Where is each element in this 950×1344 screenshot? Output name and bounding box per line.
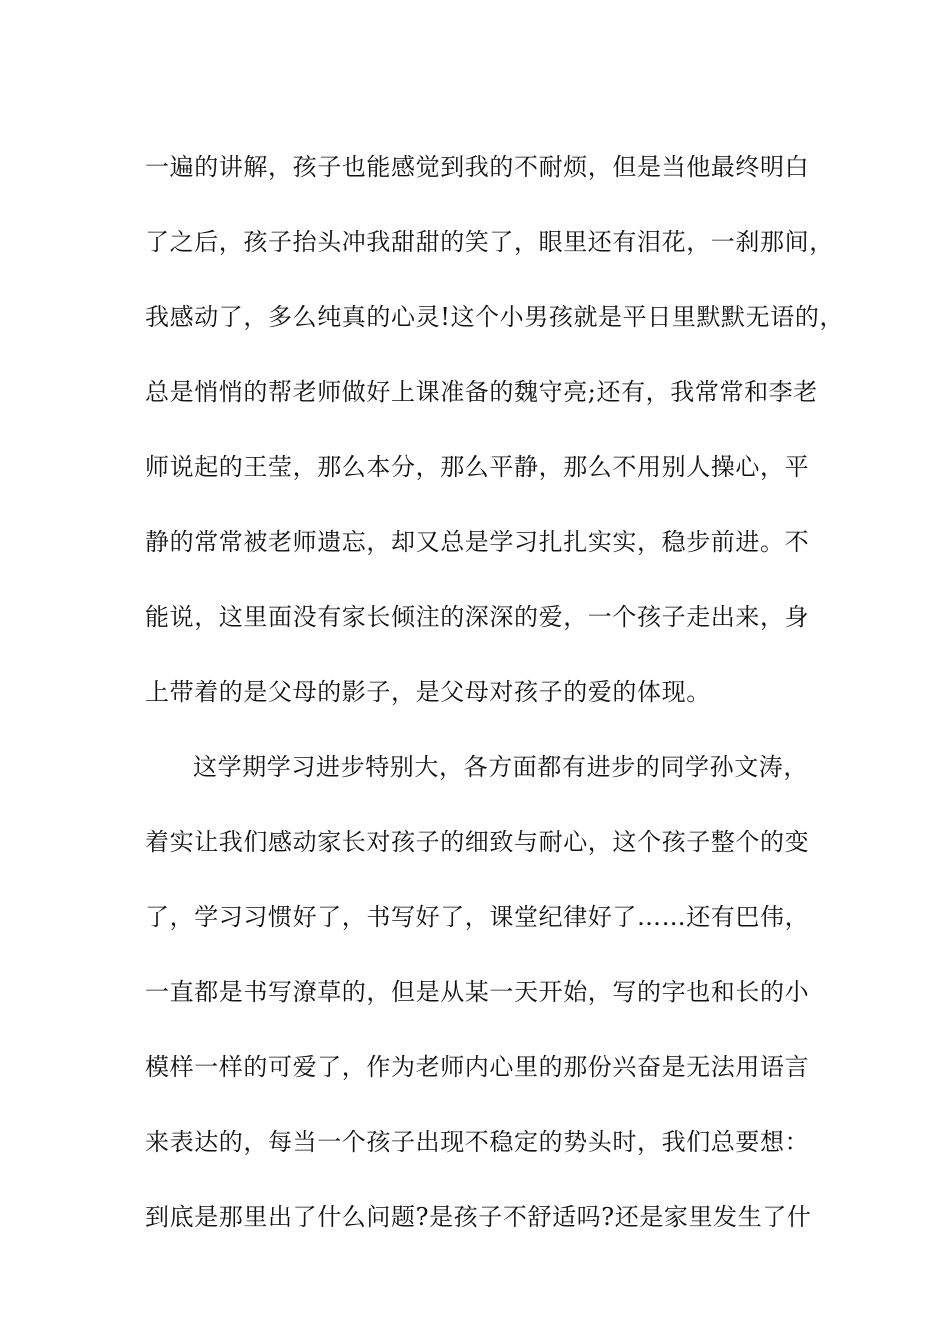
text-line: 了，学习习惯好了，书写好了，课堂纪律好了……还有巴伟， bbox=[145, 903, 810, 931]
text-line: 模样一样的可爱了，作为老师内心里的那份兴奋是无法用语言 bbox=[145, 1053, 810, 1081]
text-line: 一直都是书写潦草的，但是从某一天开始，写的字也和长的小 bbox=[145, 978, 810, 1006]
text-line: 能说，这里面没有家长倾注的深深的爱，一个孩子走出来，身 bbox=[145, 603, 810, 631]
text-line: 来表达的，每当一个孩子出现不稳定的势头时，我们总要想： bbox=[145, 1128, 810, 1156]
body-text bbox=[145, 130, 845, 1255]
text-line: 总是悄悄的帮老师做好上课准备的魏守亮;还有，我常常和李老 bbox=[145, 378, 818, 406]
text-line: 一遍的讲解，孩子也能感觉到我的不耐烦，但是当他最终明白 bbox=[145, 153, 810, 181]
text-line: 了之后，孩子抬头冲我甜甜的笑了，眼里还有泪花，一刹那间， bbox=[145, 228, 834, 256]
paragraph-start-line: 这学期学习进步特别大，各方面都有进步的同学孙文涛， bbox=[193, 753, 808, 781]
text-line: 师说起的王莹，那么本分，那么平静，那么不用别人操心，平 bbox=[145, 453, 810, 481]
text-line: 静的常常被老师遗忘，却又总是学习扎扎实实，稳步前进。不 bbox=[145, 528, 810, 556]
text-line: 我感动了，多么纯真的心灵!这个小男孩就是平日里默默无语的， bbox=[145, 303, 845, 331]
text-line: 到底是那里出了什么问题?是孩子不舒适吗?还是家里发生了什 bbox=[145, 1203, 812, 1231]
text-line: 着实让我们感动家长对孩子的细致与耐心，这个孩子整个的变 bbox=[145, 828, 810, 856]
text-line: 上带着的是父母的影子，是父母对孩子的爱的体现。 bbox=[145, 678, 711, 706]
